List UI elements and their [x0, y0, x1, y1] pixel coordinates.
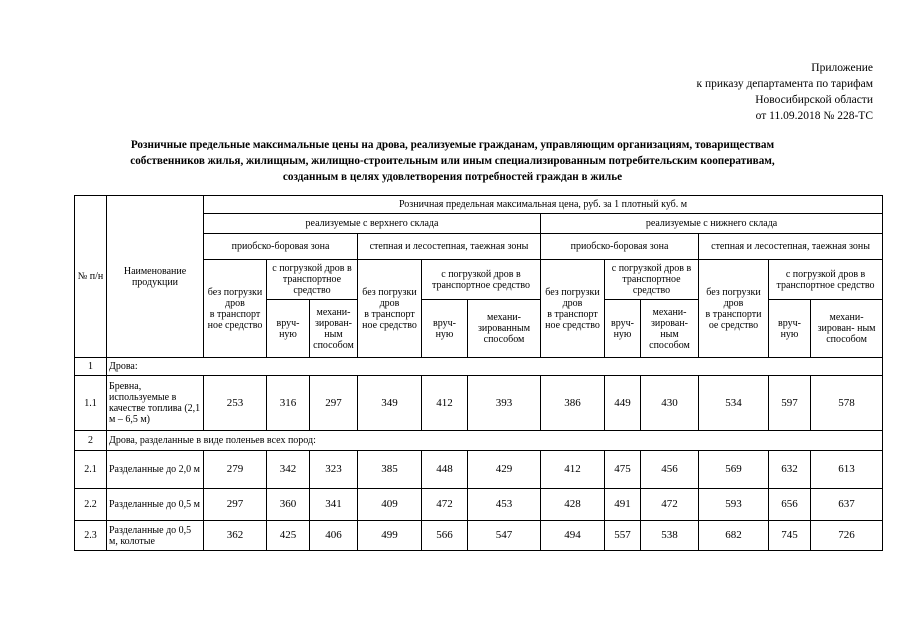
price-cell: 475	[605, 451, 641, 489]
price-cell: 547	[468, 521, 541, 551]
table-row	[75, 451, 883, 489]
price-cell: 538	[641, 521, 699, 551]
price-cell: 362	[204, 521, 267, 551]
header-manual: вруч- ную	[267, 300, 310, 358]
header-mechanized: механи- зирован- ным способом	[310, 300, 358, 358]
row-num: 2.2	[75, 489, 107, 521]
price-cell: 656	[769, 489, 811, 521]
header-with-load: с погрузкой дров в транспортное средство	[422, 260, 541, 300]
appendix-line: от 11.09.2018 № 228-ТС	[755, 110, 873, 122]
price-cell: 534	[699, 376, 769, 431]
price-cell: 632	[769, 451, 811, 489]
row-product-name: Бревна, используемые в качестве топлива (2,1 м – 6,5 м)	[107, 376, 204, 431]
price-cell: 342	[267, 451, 310, 489]
price-cell: 253	[204, 376, 267, 431]
price-cell: 613	[811, 451, 883, 489]
price-cell: 425	[267, 521, 310, 551]
header-manual: вруч- ную	[769, 300, 811, 358]
section-row	[75, 431, 883, 451]
price-cell: 472	[641, 489, 699, 521]
price-cell: 406	[310, 521, 358, 551]
price-cell: 578	[811, 376, 883, 431]
price-cell: 349	[358, 376, 422, 431]
row-num: 1.1	[75, 376, 107, 431]
header-manual: вруч- ную	[422, 300, 468, 358]
price-cell: 637	[811, 489, 883, 521]
price-cell: 566	[422, 521, 468, 551]
header-steppe-zone: степная и лесостепная, таежная зоны	[358, 234, 541, 260]
table-row	[75, 489, 883, 521]
header-with-load: с погрузкой дров в транспортное средство	[267, 260, 358, 300]
row-num: 2.1	[75, 451, 107, 489]
header-lower-warehouse: реализуемые с нижнего склада	[541, 214, 883, 234]
header-no-load	[699, 260, 769, 358]
price-cell: 453	[468, 489, 541, 521]
document-title	[80, 137, 825, 185]
price-cell: 569	[699, 451, 769, 489]
section-label: Дрова, разделанные в виде поленьев всех пород:	[107, 431, 883, 451]
header-upper-warehouse: реализуемые с верхнего склада	[204, 214, 541, 234]
price-cell: 297	[310, 376, 358, 431]
price-cell: 449	[605, 376, 641, 431]
table-row	[75, 521, 883, 551]
price-cell: 726	[811, 521, 883, 551]
title-line: созданным в целях удовлетворения потребностей граждан в жилье	[282, 171, 623, 183]
header-price: Розничная предельная максимальная цена, руб. за 1 плотный куб. м	[204, 196, 883, 214]
header-no-load-text: без погрузки дров	[207, 286, 263, 309]
price-cell: 341	[310, 489, 358, 521]
price-cell: 557	[605, 521, 641, 551]
section-num: 1	[75, 358, 107, 376]
price-cell: 456	[641, 451, 699, 489]
row-product-name: Разделанные до 0,5 м	[107, 489, 204, 521]
row-product-name: Разделанные до 0,5 м, колотые	[107, 521, 204, 551]
header-mechanized: механи- зирован- ным способом	[811, 300, 883, 358]
price-cell: 448	[422, 451, 468, 489]
price-cell: 385	[358, 451, 422, 489]
title-line: Розничные предельные максимальные цены на дрова, реализуемые гражданам, управляющим организациям, товариществам	[130, 139, 775, 151]
header-no-load-text: в транспорт ное средство	[545, 308, 600, 331]
section-num: 2	[75, 431, 107, 451]
appendix-line: Новосибирской области	[755, 94, 873, 106]
price-cell: 494	[541, 521, 605, 551]
header-no-load-text: в транспорт ное средство	[207, 308, 263, 331]
price-cell: 499	[358, 521, 422, 551]
appendix-block	[696, 60, 873, 124]
header-product-name: Наименование продукции	[107, 196, 204, 358]
price-cell: 316	[267, 376, 310, 431]
header-with-load: с погрузкой дров в транспортное средство	[769, 260, 883, 300]
header-no-load-text: без погрузки дров	[362, 286, 417, 309]
price-cell: 428	[541, 489, 605, 521]
price-table	[74, 195, 883, 551]
header-no-load-text: без погрузки дров	[706, 286, 761, 309]
header-pine-zone: приобско-боровая зона	[204, 234, 358, 260]
price-cell: 386	[541, 376, 605, 431]
price-cell: 409	[358, 489, 422, 521]
price-cell: 279	[204, 451, 267, 489]
price-cell: 412	[422, 376, 468, 431]
price-cell: 682	[699, 521, 769, 551]
header-mechanized: механи- зированным способом	[468, 300, 541, 358]
header-manual: вруч- ную	[605, 300, 641, 358]
price-cell: 593	[699, 489, 769, 521]
price-cell: 597	[769, 376, 811, 431]
row-num: 2.3	[75, 521, 107, 551]
table-row	[75, 376, 883, 431]
header-steppe-zone: степная и лесостепная, таежная зоны	[699, 234, 883, 260]
header-no-load-text: в транспорти ое средство	[705, 308, 762, 331]
section-row	[75, 358, 883, 376]
header-no-load-text: без погрузки дров	[545, 286, 600, 309]
price-cell: 491	[605, 489, 641, 521]
header-row	[75, 196, 883, 214]
appendix-line: к приказу департамента по тарифам	[696, 78, 873, 90]
price-cell: 429	[468, 451, 541, 489]
header-pine-zone: приобско-боровая зона	[541, 234, 699, 260]
header-no-load	[358, 260, 422, 358]
header-no-load	[204, 260, 267, 358]
title-line: собственников жилья, жилищным, жилищно-строительным или иным специализированным потребительским кооперативам,	[130, 155, 775, 167]
price-cell: 393	[468, 376, 541, 431]
header-mechanized: механи- зирован- ным способом	[641, 300, 699, 358]
header-with-load: с погрузкой дров в транспортное средство	[605, 260, 699, 300]
price-cell: 323	[310, 451, 358, 489]
appendix-line: Приложение	[811, 62, 873, 74]
section-label: Дрова:	[107, 358, 883, 376]
price-cell: 745	[769, 521, 811, 551]
price-cell: 412	[541, 451, 605, 489]
price-cell: 360	[267, 489, 310, 521]
header-num: № п/н	[75, 196, 107, 358]
row-product-name: Разделанные до 2,0 м	[107, 451, 204, 489]
price-cell: 297	[204, 489, 267, 521]
price-cell: 430	[641, 376, 699, 431]
header-no-load	[541, 260, 605, 358]
price-cell: 472	[422, 489, 468, 521]
header-no-load-text: в транспорт ное средство	[362, 308, 417, 331]
